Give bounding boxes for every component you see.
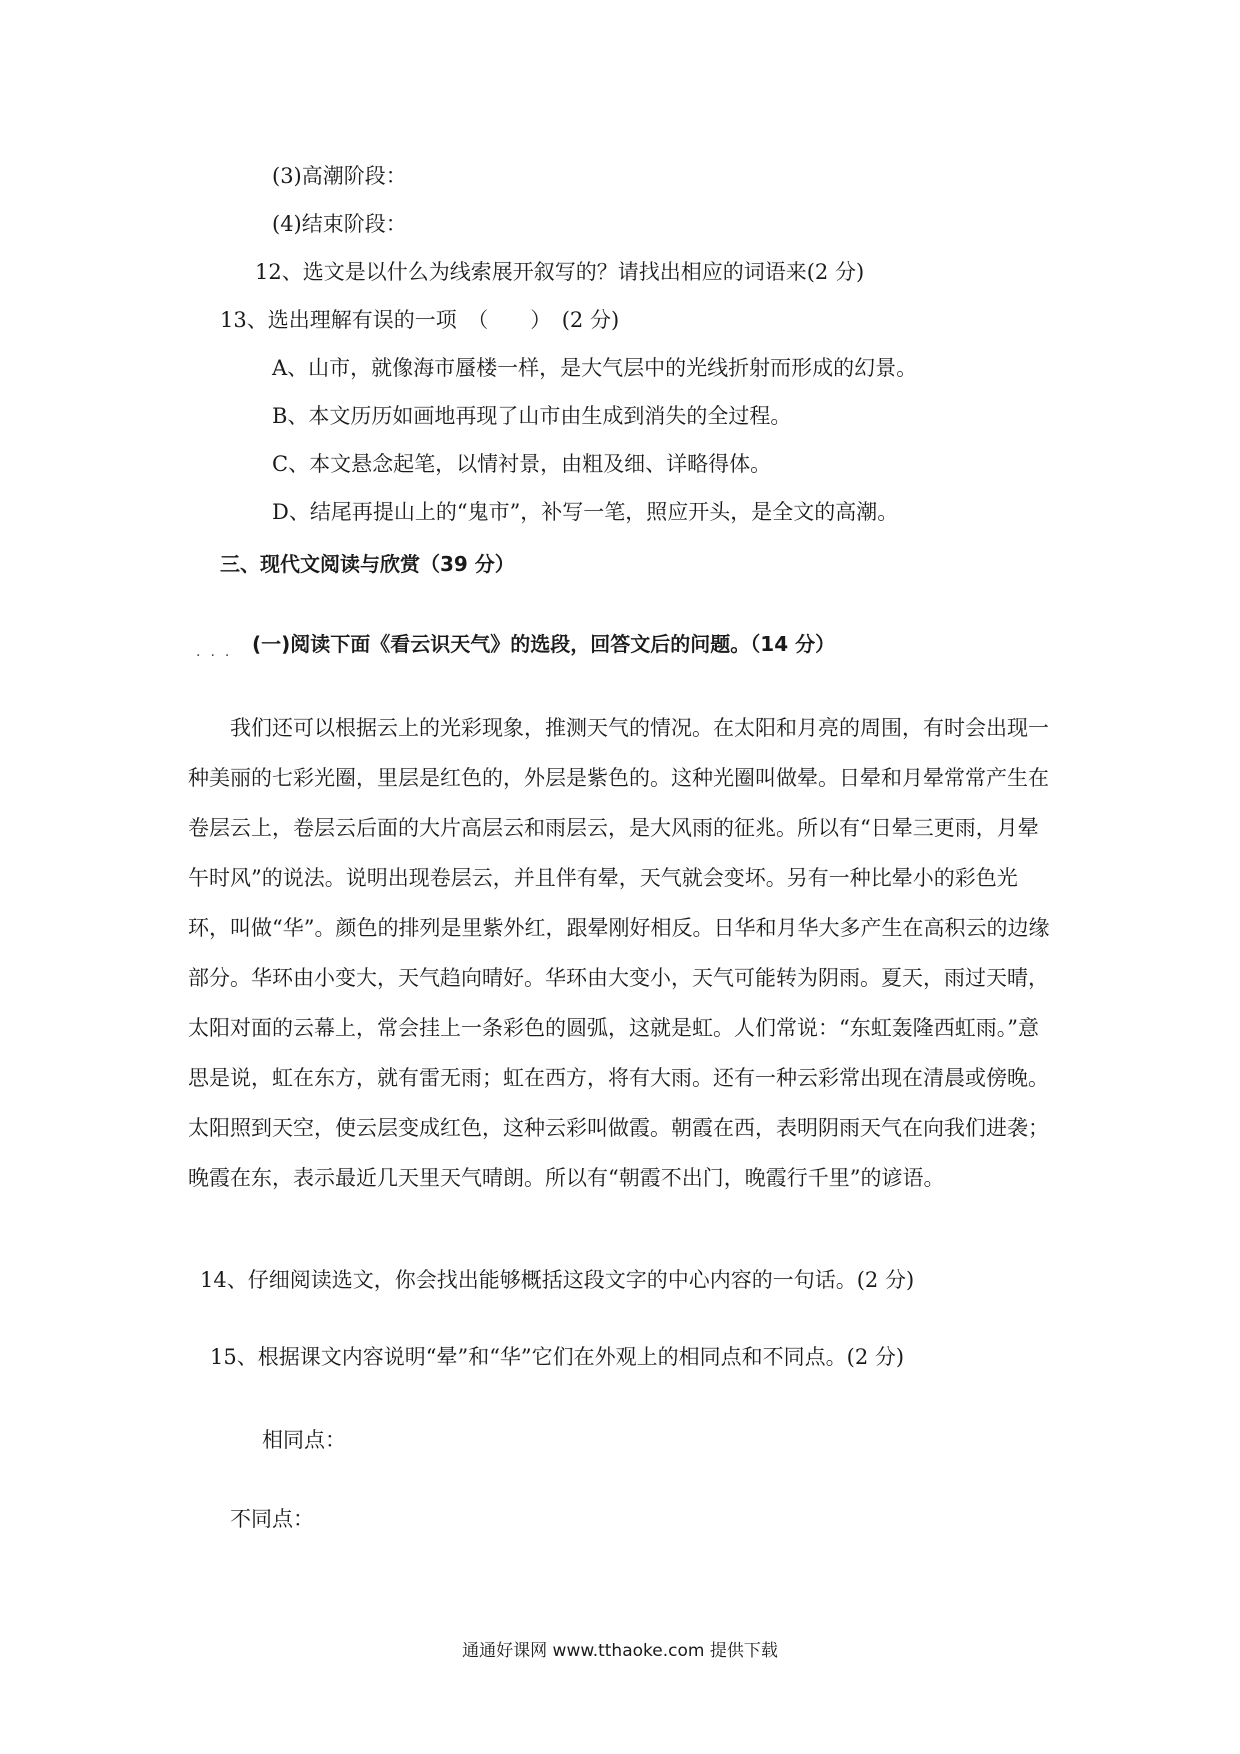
- section-3-heading: 三、现代文阅读与欣赏（39 分）: [220, 552, 515, 576]
- question-13: 13、选出理解有误的一项 （ ） (2 分): [220, 308, 620, 332]
- question-14: 14、仔细阅读选文，你会找出能够概括这段文字的中心内容的一句话。(2 分): [200, 1268, 915, 1292]
- footer-credit: 通通好课网 www.tthaoke.com 提供下载: [462, 1641, 778, 1661]
- decorative-dots: ...: [196, 644, 240, 660]
- q13-option-d: D、结尾再提山上的“鬼市”，补写一笔，照应开头，是全文的高潮。: [272, 500, 899, 524]
- subsection-1-heading: (一)阅读下面《看云识天气》的选段，回答文后的问题。（14 分）: [252, 632, 836, 656]
- q13-option-a: A、山市，就像海市蜃楼一样，是大气层中的光线折射而形成的幻景。: [272, 356, 918, 380]
- answer-different-label: 不同点：: [230, 1507, 314, 1531]
- question-12: 12、选文是以什么为线索展开叙写的？请找出相应的词语来(2 分): [255, 260, 865, 284]
- reading-passage: [188, 703, 1058, 1203]
- passage-text: 我们还可以根据云上的光彩现象，推测天气的情况。在太阳和月亮的周围，有时会出现一种美丽的七彩光圈，里层是红色的，外层是紫色的。这种光圈叫做晕。日晕和月晕常常产生在卷层云上，卷层云后面的大片高层云和雨层云，是大风雨的征兆。所以有“日晕三更雨，月晕午时风”的说法。说明出现卷层云，并且伴有晕，天气就会变坏。另有一种比晕小的彩色光环，叫做“华”。颜色的排列是里紫外红，跟晕刚好相反。日华和月华大多产生在高积云的边缘部分。华环由小变大，天气趋向晴好。华环由大变小，天气可能转为阴雨。夏天，雨过天晴，太阳对面的云幕上，常会挂上一条彩色的圆弧，这就是虹。人们常说：“东虹轰隆西虹雨。”意思是说，虹在东方，就有雷无雨；虹在西方，将有大雨。还有一种云彩常出现在清晨或傍晚。太阳照到天空，使云层变成红色，这种云彩叫做霞。朝霞在西，表明阴雨天气在向我们进袭；晚霞在东，表示最近几天里天气晴朗。所以有“朝霞不出门，晚霞行千里”的谚语。: [188, 716, 1050, 1190]
- q13-option-c: C、本文悬念起笔，以情衬景，由粗及细、详略得体。: [272, 452, 772, 476]
- answer-same-label: 相同点：: [262, 1428, 346, 1452]
- q13-option-b: B、本文历历如画地再现了山市由生成到消失的全过程。: [272, 404, 792, 428]
- question-15: 15、根据课文内容说明“晕”和“华”它们在外观上的相同点和不同点。(2 分): [210, 1345, 905, 1369]
- q11-item-3: (3)高潮阶段：: [272, 164, 407, 188]
- q11-item-4: (4)结束阶段：: [272, 212, 407, 236]
